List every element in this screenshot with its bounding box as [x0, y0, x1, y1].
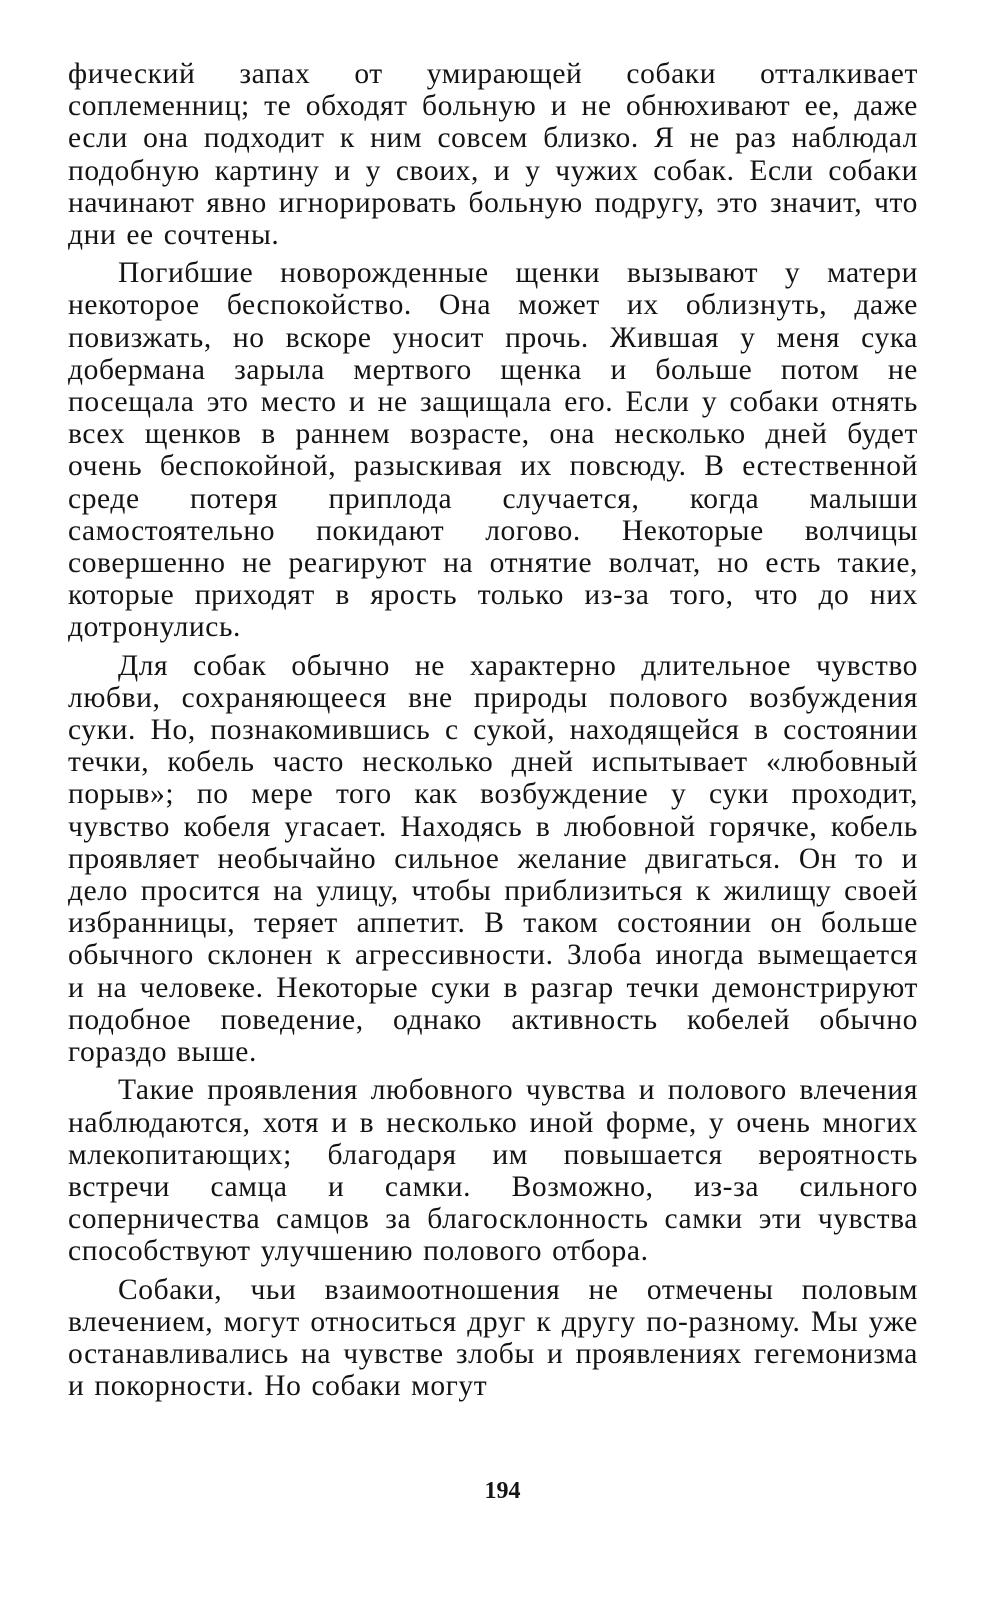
paragraph-3: Для собак обычно не характерно длительное чувство любви, сохраняющееся вне природы полового возбуждения суки. Но, познакомившись с сукой, находящейся в состоянии течки, кобель часто несколько дней испытывает «любовный порыв»; по мере того как возбуждение у суки проходит, чувство кобеля угасает. Находясь в любовной горячке, кобель проявляет необычайно сильное желание двигаться. Он то и дело просится на улицу, чтобы приблизиться к жилищу своей избранницы, теряет аппетит. В таком состоянии он больше обычного склонен к агрессивности. Злоба иногда вымещается и на человеке. Некоторые суки в разгар течки демонстрируют подобное поведение, однако активность кобелей обычно гораздо выше. [68, 649, 918, 1069]
paragraph-4: Такие проявления любовного чувства и полового влечения наблюдаются, хотя и в несколько иной форме, у очень многих млекопитающих; благодаря им повышается вероятность встречи самца и самки. Возможно, из-за сильного соперничества самцов за благосклонность самки эти чувства способствуют улучшению полового отбора. [68, 1074, 918, 1268]
paragraph-5: Собаки, чьи взаимоотношения не отмечены половым влечением, могут относиться друг к другу по-разному. Мы уже останавливались на чувстве злобы и проявлениях гегемонизма и покорности. Но собаки могут [68, 1273, 918, 1403]
paragraph-1: фический запах от умирающей собаки отталкивает соплеменниц; те обходят больную и не обнюхивают ее, даже если она подходит к ним совсем близко. Я не раз наблюдал подобную картину и у своих, и у чужих собак. Если собаки начинают явно игнорировать больную подругу, это значит, что дни ее сочтены. [68, 58, 918, 252]
page-number: 194 [484, 1478, 521, 1504]
paragraph-2: Погибшие новорожденные щенки вызывают у матери некоторое беспокойство. Она может их облизнуть, даже повизжать, но вскоре уносит прочь. Жившая у меня сука добермана зарыла мертвого щенка и больше потом не посещала это место и не защищала его. Если у собаки отнять всех щенков в раннем возрасте, она несколько дней будет очень беспокойной, разыскивая их повсюду. В естественной среде потеря приплода случается, когда малыши самостоятельно покидают логово. Некоторые волчицы совершенно не реагируют на отнятие волчат, но есть такие, которые приходят в ярость только из-за того, что до них дотронулись. [68, 257, 918, 644]
page-body [68, 58, 918, 1402]
